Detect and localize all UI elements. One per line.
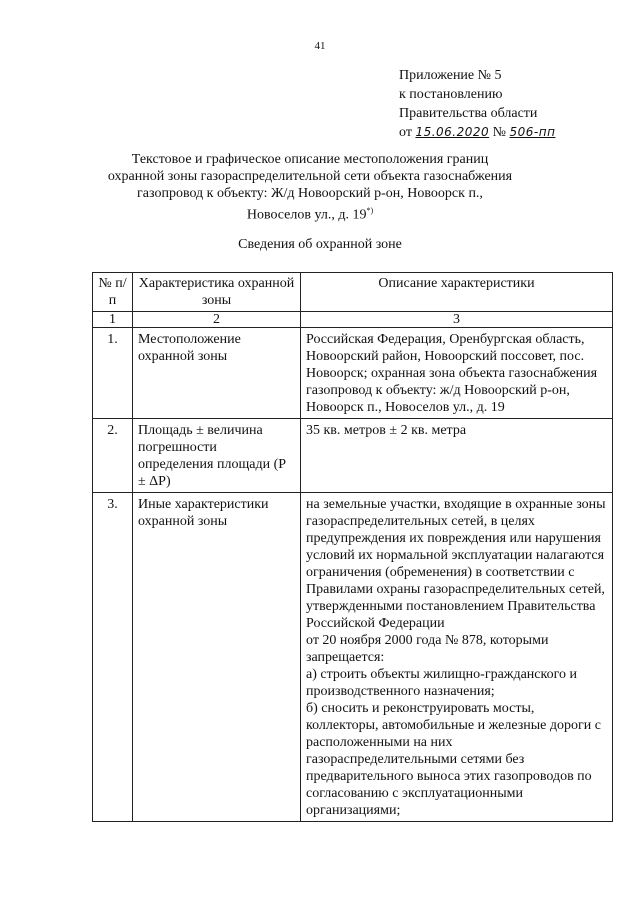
row-description bbox=[301, 419, 613, 493]
header-characteristic: Характеристика охранной зоны bbox=[133, 273, 301, 312]
row-description bbox=[301, 328, 613, 419]
row-description bbox=[301, 493, 613, 822]
table-row bbox=[93, 493, 613, 822]
handwritten-date: 15.06.2020 bbox=[415, 125, 490, 139]
row-characteristic: Местоположение охранной зоны bbox=[133, 328, 301, 419]
section-subtitle: Сведения об охранной зоне bbox=[238, 237, 402, 252]
title-line-4-text: Новоселов ул., д. 19 bbox=[246, 207, 367, 223]
index-cell: 1 bbox=[93, 312, 133, 328]
title-line-3: газопровод к объекту: Ж/д Новоорский р-он, Новоорск п., bbox=[137, 186, 483, 201]
zone-info-table bbox=[92, 272, 613, 822]
appendix-date-line bbox=[399, 123, 555, 142]
table-row bbox=[93, 328, 613, 419]
table-index-row bbox=[93, 312, 613, 328]
page-number: 41 bbox=[314, 40, 326, 52]
header-number: № п/п bbox=[93, 273, 133, 312]
number-prefix: № bbox=[492, 125, 507, 140]
footnote-mark: *) bbox=[366, 206, 374, 215]
index-cell: 2 bbox=[133, 312, 301, 328]
description-paragraph: Российская Федерация, Оренбургская область, Новоорский район, Новоорский поссовет, пос. Новоорск; охранная зона объекта газоснабжения газопровод к объекту: ж/д Новоорский р-он, Новоорск п., Новоселов ул., д. 19 bbox=[306, 332, 598, 415]
appendix-line-2: к постановлению bbox=[399, 87, 503, 102]
document-title bbox=[60, 151, 560, 224]
description-paragraph: 35 кв. метров ± 2 кв. метра bbox=[306, 423, 467, 438]
row-characteristic: Иные характеристики охранной зоны bbox=[133, 493, 301, 822]
date-prefix: от bbox=[399, 125, 412, 140]
description-paragraph: от 20 ноября 2000 года № 878, которыми запрещается: bbox=[306, 633, 549, 665]
appendix-line-3: Правительства области bbox=[399, 106, 538, 121]
appendix-block bbox=[399, 66, 555, 142]
description-paragraph: б) сносить и реконструировать мосты, коллекторы, автомобильные и железные дороги с расположенными на них газораспределительными сетями без предварительного выноса этих газопроводов по согласованию с эксплуатационными организациями; bbox=[306, 701, 601, 818]
title-line-1: Текстовое и графическое описание местоположения границ bbox=[131, 152, 489, 167]
title-line-2: охранной зоны газораспределительной сети объекта газоснабжения bbox=[107, 169, 513, 184]
title-line-4 bbox=[60, 202, 560, 224]
appendix-line-1: Приложение № 5 bbox=[399, 68, 502, 83]
header-description: Описание характеристики bbox=[301, 273, 613, 312]
row-number: 1. bbox=[93, 328, 133, 419]
row-number: 2. bbox=[93, 419, 133, 493]
handwritten-number: 506-пп bbox=[509, 125, 556, 139]
row-characteristic: Площадь ± величина погрешности определения площади (P ± ΔP) bbox=[133, 419, 301, 493]
description-paragraph: а) строить объекты жилищно-гражданского и производственного назначения; bbox=[306, 667, 577, 699]
table-header-row bbox=[93, 273, 613, 312]
description-paragraph: на земельные участки, входящие в охранные зоны газораспределительных сетей, в целях предупреждения их повреждения или нарушения условий их нормальной эксплуатации налагаются ограничения (обременения) в соответствии с Правилами охраны газораспределительных сетей, утвержденными постановлением Правительства Российской Федерации bbox=[306, 497, 606, 631]
table-row bbox=[93, 419, 613, 493]
row-number: 3. bbox=[93, 493, 133, 822]
index-cell: 3 bbox=[301, 312, 613, 328]
